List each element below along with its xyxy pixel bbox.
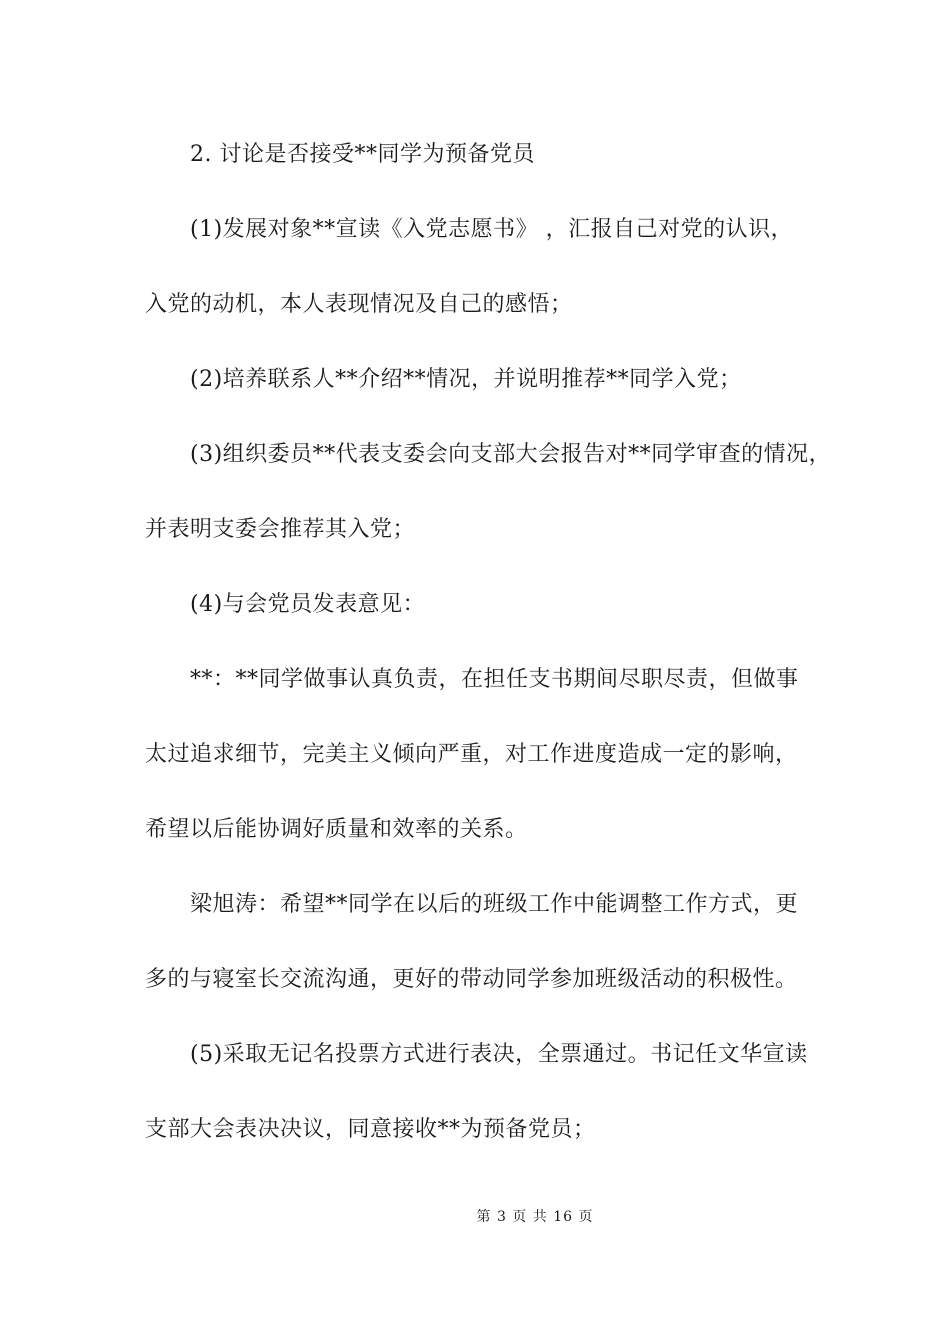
paragraph-line: 支部大会表决决议，同意接收**为预备党员； [145, 1117, 596, 1142]
page-number-footer: 第 3 页 共 16 页 [476, 1209, 594, 1225]
paragraph-line: (3)组织委员**代表支委会向支部大会报告对**同学审查的情况， [190, 442, 832, 467]
paragraph-line: 多的与寝室长交流沟通，更好的带动同学参加班级活动的积极性。 [145, 967, 798, 992]
paragraph-line: 希望以后能协调好质量和效率的关系。 [145, 817, 528, 842]
paragraph-line: (5)采取无记名投票方式进行表决，全票通过。书记任文华宣读 [190, 1042, 808, 1067]
paragraph-line: 梁旭涛：希望**同学在以后的班级工作中能调整工作方式，更 [190, 892, 799, 917]
paragraph-line: 太过追求细节，完美主义倾向严重，对工作进度造成一定的影响， [145, 742, 798, 767]
paragraph-line: (1)发展对象**宣读《入党志愿书》 ，汇报自己对党的认识， [190, 217, 794, 242]
paragraph-line: (2)培养联系人**介绍**情况，并说明推荐**同学入党； [190, 367, 742, 392]
paragraph-line: **：**同学做事认真负责，在担任支书期间尽职尽责，但做事 [190, 667, 799, 692]
paragraph-line: 入党的动机，本人表现情况及自己的感悟； [145, 292, 573, 317]
section-heading: 2. 讨论是否接受**同学为预备党员 [190, 142, 535, 167]
paragraph-line: 并表明支委会推荐其入党； [145, 517, 416, 542]
paragraph-line: (4)与会党员发表意见： [190, 592, 426, 617]
